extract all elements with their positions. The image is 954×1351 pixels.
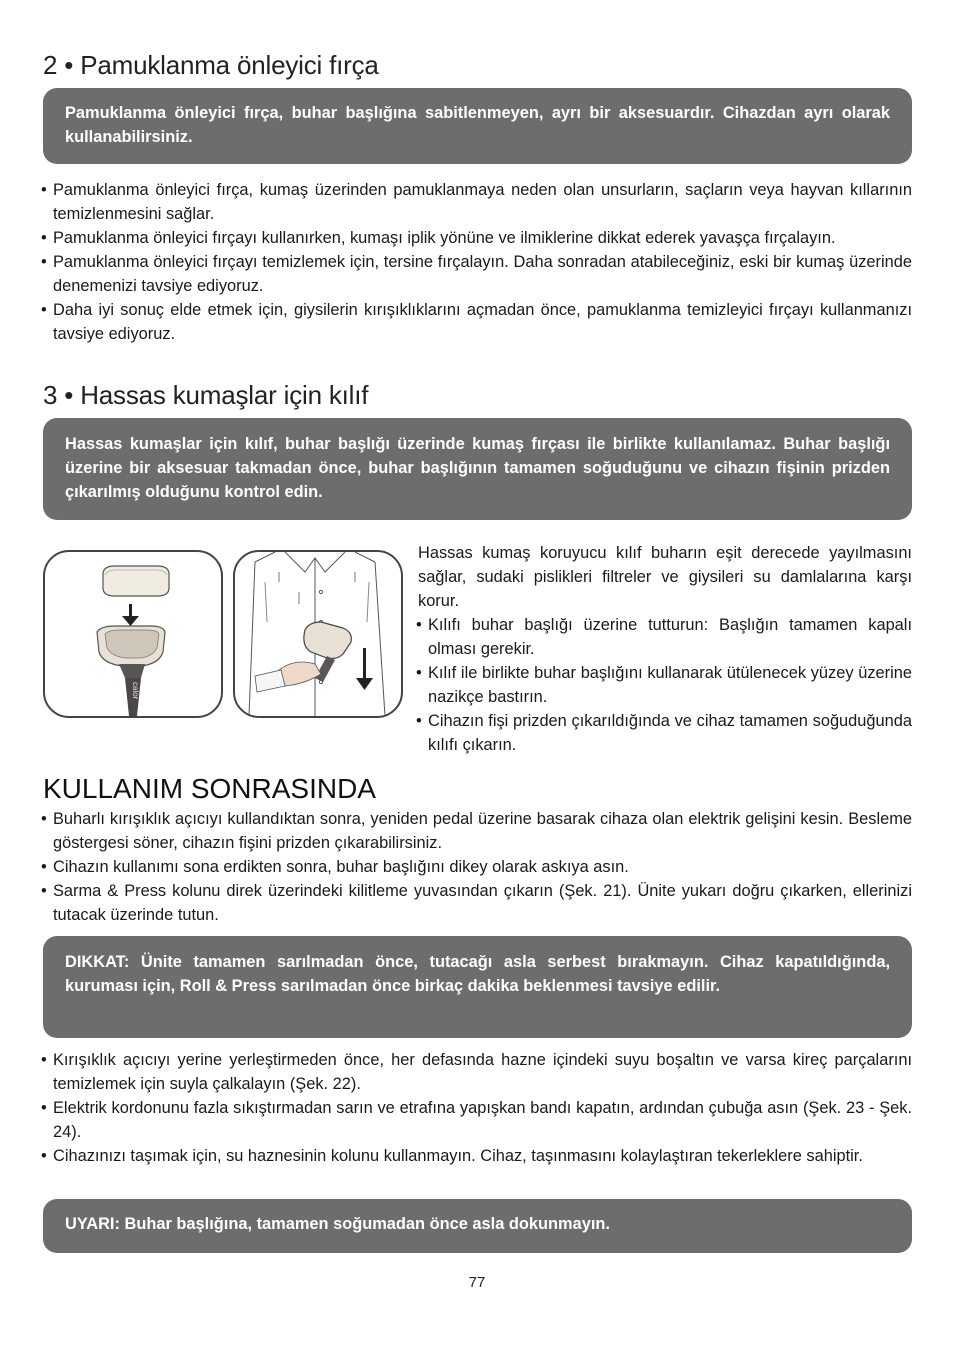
- after-use-bullet-list: [43, 807, 912, 927]
- section-2-note-box: [43, 88, 912, 164]
- figure-cover-attach-drawing: [45, 552, 221, 716]
- list-item: • Kılıf ile birlikte buhar başlığını kullanarak ütülenecek yüzey üzerine nazikçe bastırın.: [418, 661, 912, 709]
- list-item: • Pamuklanma önleyici fırçayı temizlemek için, tersine fırçalayın. Daha sonradan atabileceğiniz, eski bir kumaş üzerinde denemenizi tavsiye ediyoruz.: [43, 250, 912, 298]
- section-3-note-text: Hassas kumaşlar için kılıf, buhar başlığı üzerinde kumaş fırçası ile birlikte kullanılamaz. Buhar başlığı üzerine bir aksesuar takmadan önce, buhar başlığının tamamen soğuduğunu ve cihazın fişinin prizden çıkarılmış olduğunu kontrol edin.: [65, 435, 890, 501]
- after-use-bullet-list-2: [43, 1048, 912, 1168]
- after-use-title: KULLANIM SONRASINDA: [43, 773, 376, 804]
- list-item: • Kırışıklık açıcıyı yerine yerleştirmeden önce, her defasında hazne içindeki suyu boşaltın ve varsa kireç parçalarını temizlemek için suyla çalkalayın (Şek. 22).: [43, 1048, 912, 1096]
- page-number: 77: [468, 1274, 486, 1291]
- section-3-note-box: [43, 418, 912, 520]
- list-item: • Buharlı kırışıklık açıcıyı kullandıktan sonra, yeniden pedal üzerine basarak cihaza olan elektrik gelişini kesin. Besleme göstergesi söner, cihazın fişini prizden çıkarabilirsiniz.: [43, 807, 912, 855]
- list-item: • Elektrik kordonunu fazla sıkıştırmadan sarın ve etrafına yapışkan bandı kapatın, ardından çubuğa asın (Şek. 23 - Şek. 24).: [43, 1096, 912, 1144]
- figure-cover-use-drawing: [235, 552, 401, 716]
- caution-box: [43, 1199, 912, 1253]
- list-item: • Daha iyi sonuç elde etmek için, giysilerin kırışıklıklarını açmadan önce, pamuklanma temizleyici fırçayı kullanmanızı tavsiye ediyoruz.: [43, 298, 912, 346]
- cover-pad-icon: [103, 566, 169, 596]
- figure-cover-attach: [43, 550, 223, 718]
- section-2-title: 2 • Pamuklanma önleyici fırça: [43, 50, 379, 80]
- list-item: • Cihazınızı taşımak için, su haznesinin kolunu kullanmayın. Cihaz, taşınmasını kolaylaştıran tekerleklere sahiptir.: [43, 1144, 912, 1168]
- caution-text: UYARI: Buhar başlığına, tamamen soğumadan önce asla dokunmayın.: [65, 1215, 610, 1233]
- figure-cover-use: [233, 550, 403, 718]
- list-item: • Cihazın kullanımı sona erdikten sonra, buhar başlığını dikey olarak askıya asın.: [43, 855, 912, 879]
- section-3-title: 3 • Hassas kumaşlar için kılıf: [43, 380, 369, 410]
- arrow-down-icon: [356, 648, 373, 690]
- section-2-note-text: Pamuklanma önleyici fırça, buhar başlığına sabitlenmeyen, ayrı bir aksesuardır. Cihazdan ayrı olarak kullanabilirsiniz.: [65, 104, 890, 146]
- list-item: • Pamuklanma önleyici fırçayı kullanırken, kumaşı iplik yönüne ve ilmiklerine dikkat ederek yavaşça fırçalayın.: [43, 226, 912, 250]
- list-item: • Cihazın fişi prizden çıkarıldığında ve cihaz tamamen soğuduğunda kılıfı çıkarın.: [418, 709, 912, 757]
- warning-text: DIKKAT: Ünite tamamen sarılmadan önce, tutacağı asla serbest bırakmayın. Cihaz kapatıldığında, kuruması için, Roll & Press sarılmadan önce birkaç dakika beklenmesi tavsiye edilir.: [65, 953, 890, 995]
- list-item: • Pamuklanma önleyici fırça, kumaş üzerinden pamuklanmaya neden olan unsurların, saçların veya hayvan kıllarının temizlenmesini sağlar.: [43, 178, 912, 226]
- warning-box: [43, 936, 912, 1038]
- list-item: • Sarma & Press kolunu direk üzerindeki kilitleme yuvasından çıkarın (Şek. 21). Ünite yukarı doğru çıkarken, ellerinizi tutacak üzerinde tutun.: [43, 879, 912, 927]
- handle-brand-text: calor: [131, 682, 140, 700]
- arrow-down-icon: [122, 604, 139, 626]
- section-3-bullet-list: [418, 613, 912, 757]
- steam-head-icon: [97, 626, 165, 716]
- section-2-bullet-list: [43, 178, 912, 346]
- section-3-intro: Hassas kumaş koruyucu kılıf buharın eşit derecede yayılmasını sağlar, sudaki pislikleri filtreler ve giysileri su damlalarına karşı korur.: [418, 544, 912, 610]
- steam-head-icon: [255, 622, 351, 692]
- list-item: • Kılıfı buhar başlığı üzerine tutturun: Başlığın tamamen kapalı olması gerekir.: [418, 613, 912, 661]
